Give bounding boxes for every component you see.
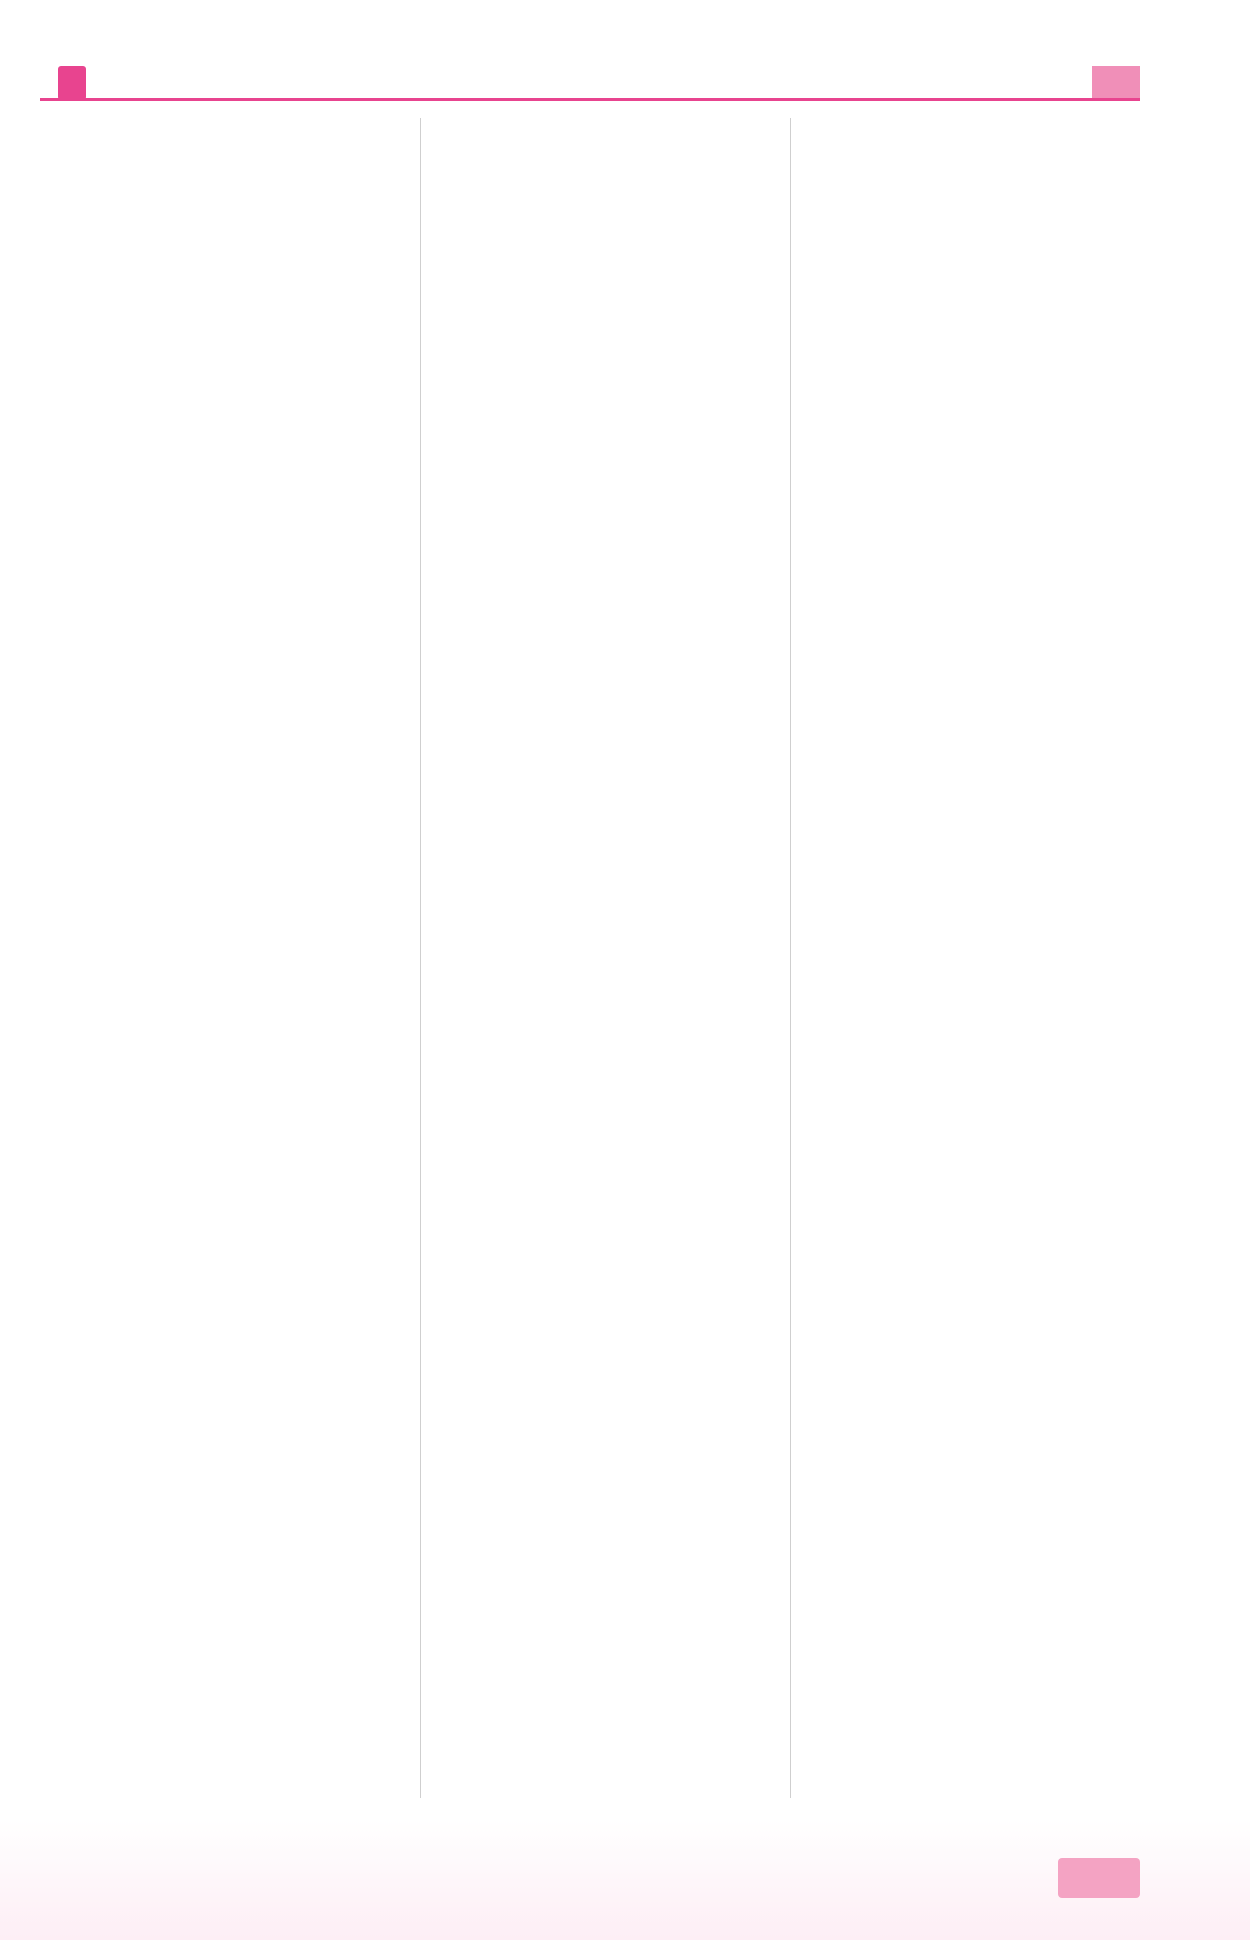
column-separator-1 [420,118,421,1798]
header-divider [40,98,1140,101]
page-number [1058,1858,1140,1898]
column-1 [40,118,402,136]
header-chapter [1063,66,1085,100]
header-left-label [58,66,86,100]
page-header [0,0,1250,110]
column-separator-2 [790,118,791,1798]
header-accent-bar [1092,66,1140,98]
